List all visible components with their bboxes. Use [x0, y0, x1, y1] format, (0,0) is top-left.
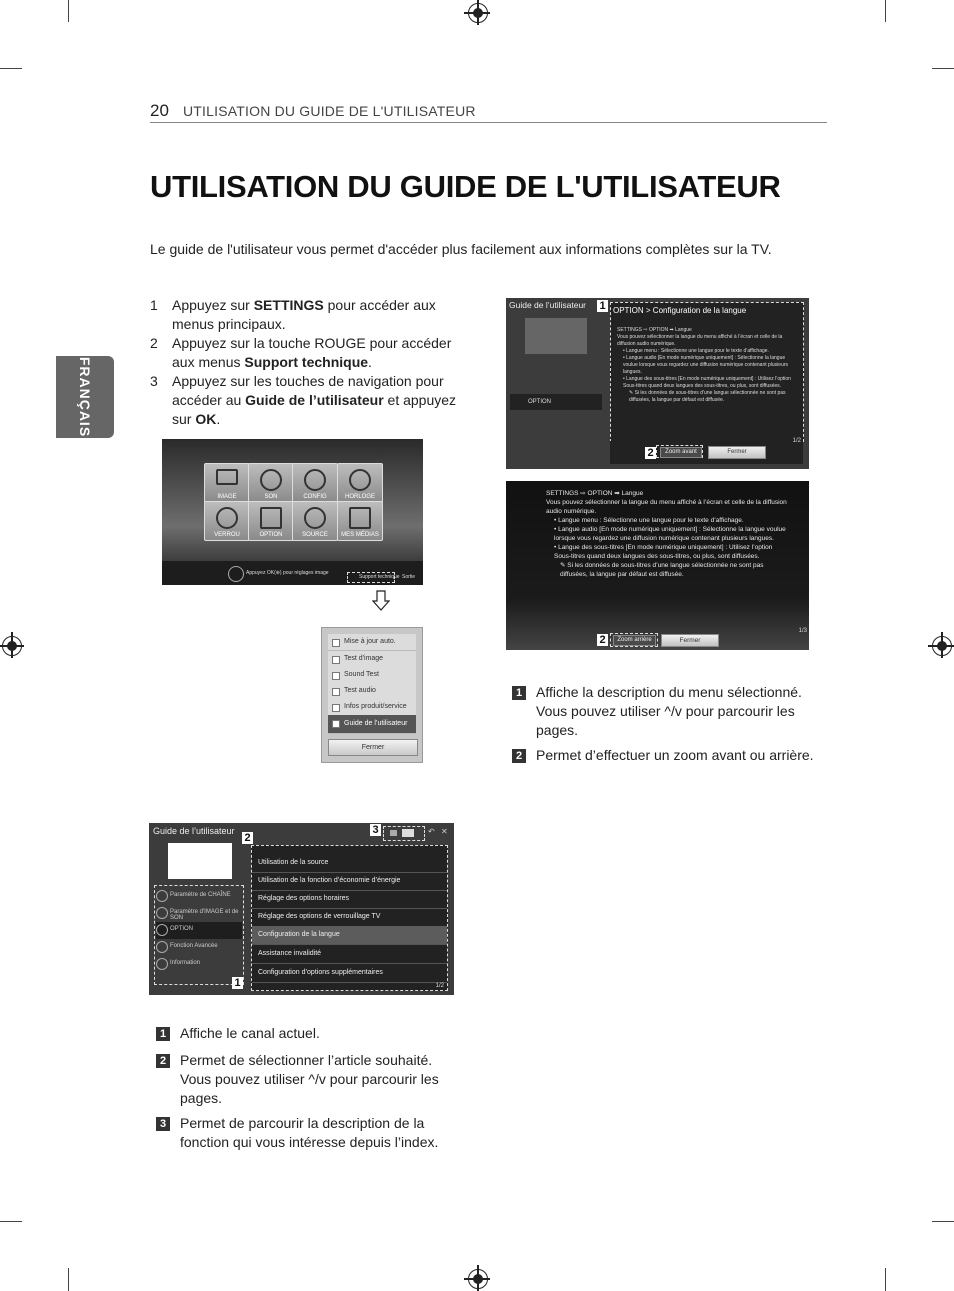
- tile-label: IMAGE: [217, 494, 237, 500]
- note-text: Permet de parcourir la description de la fonction qui vous intéresse depuis l’index.: [180, 1115, 439, 1150]
- satellite-icon: [304, 469, 326, 491]
- speaker-icon: [260, 469, 282, 491]
- crop-mark: [885, 1268, 886, 1291]
- checkbox-icon: [332, 656, 340, 664]
- exit-label[interactable]: Sortie: [402, 574, 416, 580]
- list-item-selected[interactable]: [252, 926, 447, 945]
- crop-mark: [0, 68, 22, 69]
- close-icon[interactable]: ✕: [441, 827, 448, 836]
- list-item[interactable]: [252, 908, 447, 927]
- zoom-note-2: [512, 746, 827, 766]
- note-2: [156, 1051, 466, 1111]
- channel-icon: [156, 890, 168, 902]
- support-technique-label[interactable]: Support technique: [359, 574, 400, 580]
- note-text: Affiche la description du menu sélectionné. Vous pouvez utiliser ^/v pour parcourir les pages.: [536, 684, 802, 738]
- step-1: [150, 296, 470, 336]
- header-rule: [150, 122, 827, 123]
- list-item-label: Configuration d’options supplémentaires: [258, 969, 383, 976]
- step-text: Appuyez sur: [172, 297, 254, 313]
- index-icon[interactable]: [390, 830, 397, 836]
- crop-mark: [68, 0, 69, 22]
- support-menu-item-label: Guide de l’utilisateur: [344, 720, 408, 727]
- callout-badge: 2: [512, 749, 526, 763]
- callout-2: 2: [645, 447, 656, 459]
- description-panel: [610, 302, 804, 442]
- tile-label: OPTION: [259, 532, 283, 538]
- list-item[interactable]: [252, 945, 447, 964]
- note-1: [156, 1024, 466, 1044]
- side-item-selected[interactable]: [510, 394, 602, 410]
- step-text: .: [216, 411, 221, 427]
- step-text: pour accéder aux menus principaux.: [172, 297, 436, 332]
- intro-text: Le guide de l'utilisateur vous permet d'accéder plus facilement aux informations complètes sur la TV.: [150, 241, 772, 257]
- list-item[interactable]: [252, 872, 447, 891]
- media-icon: [349, 507, 371, 529]
- close-button[interactable]: Fermer: [328, 739, 418, 756]
- bullet-item: ✎ Si les données de sous-titres d’une langue sélectionnée ne sont pas diffusées, la langue par défaut est diffusée.: [629, 390, 786, 403]
- list-item[interactable]: [252, 890, 447, 909]
- description-text: [617, 327, 797, 404]
- support-menu: [321, 627, 423, 763]
- tile-label: MES MÉDIAS: [341, 532, 379, 538]
- book-icon: [332, 720, 340, 728]
- page-indicator: 1/3: [798, 628, 807, 634]
- list-item-label: Configuration de la langue: [258, 931, 340, 938]
- support-menu-item[interactable]: [328, 699, 416, 716]
- guide-index-screenshot: [149, 823, 454, 995]
- bullet-item: • Langue menu : Sélectionne une langue pour le texte d’affichage.: [623, 348, 769, 354]
- side-item-label: OPTION: [528, 399, 552, 405]
- menu-tile-son[interactable]: [248, 463, 294, 503]
- registration-mark-icon: [468, 1269, 488, 1289]
- close-button[interactable]: Fermer: [661, 634, 719, 647]
- checkbox-icon: [332, 672, 340, 680]
- tv-menu-hint: Appuyez OK(⊛) pour réglages image: [246, 570, 329, 576]
- callout-1: 1: [232, 977, 243, 989]
- crop-mark: [885, 0, 886, 22]
- list-item-label: Utilisation de la source: [258, 859, 329, 866]
- language-tab-label: FRANÇAIS: [77, 356, 93, 438]
- callout-1: 1: [597, 300, 608, 312]
- bullet-item: • Langue menu : Sélectionne une langue pour le texte d’affichage.: [554, 517, 744, 524]
- note-text: Affiche le canal actuel.: [180, 1025, 320, 1041]
- support-menu-item-label: Sound Test: [344, 671, 379, 678]
- bullet-item: • Langue audio [En mode numérique uniquement] : Sélectionne la langue voulue lorsque vous regardez une diffusion numérique contenant plusieurs langues.: [554, 526, 786, 542]
- tile-label: CONFIG: [303, 494, 327, 500]
- step-3: [150, 372, 470, 432]
- callout-badge: 1: [512, 686, 526, 700]
- detail-footer: [610, 438, 803, 464]
- list-item[interactable]: [252, 964, 447, 983]
- page-title: UTILISATION DU GUIDE DE L'UTILISATEUR: [150, 169, 781, 204]
- menu-tile-source[interactable]: [292, 501, 338, 541]
- guide-zoomed-screenshot: [506, 481, 809, 650]
- callout-2: 2: [597, 634, 608, 646]
- support-menu-item[interactable]: [328, 667, 416, 684]
- info-icon: [156, 958, 168, 970]
- support-menu-item-selected[interactable]: [328, 715, 416, 734]
- toolbox-icon: [260, 507, 282, 529]
- side-item-label: OPTION: [170, 926, 194, 932]
- step-keyword: Support technique: [244, 354, 369, 370]
- step-number: 2: [150, 335, 158, 351]
- guide-title: Guide de l’utilisateur: [153, 826, 235, 836]
- step-keyword: Guide de l’utilisateur: [245, 392, 384, 408]
- description-paragraph: Vous pouvez sélectionner la langue du menu affiché à l’écran et celle de la diffusion audio numérique.: [617, 334, 783, 347]
- crop-mark: [0, 1221, 22, 1222]
- tv-menu-footer: [162, 561, 423, 585]
- tv-icon: [216, 469, 238, 485]
- step-number: 1: [150, 297, 158, 313]
- menu-tile-image[interactable]: [204, 463, 250, 503]
- settings-path: SETTINGS ⇨ OPTION ➡ Langue: [617, 327, 692, 333]
- picture-sound-icon: [156, 907, 168, 919]
- step-keyword: SETTINGS: [253, 297, 324, 313]
- side-item[interactable]: [156, 956, 242, 973]
- current-channel-preview: [525, 318, 587, 354]
- support-menu-item[interactable]: [328, 634, 416, 651]
- menu-tile-option[interactable]: [248, 501, 294, 541]
- tile-label: HORLOGE: [344, 494, 375, 500]
- list-item-label: Réglage des options horaires: [258, 895, 350, 902]
- step-2: [150, 334, 470, 374]
- description-paragraph: Vous pouvez sélectionner la langue du menu affiché à l’écran et celle de la diffusion audio numérique.: [546, 499, 787, 515]
- settings-path: SETTINGS ⇨ OPTION ➡ Langue: [546, 490, 644, 497]
- ok-button-icon: [228, 566, 244, 582]
- list-item-label: Assistance invalidité: [258, 950, 322, 957]
- browse-controls: [383, 826, 425, 841]
- callout-badge: 3: [156, 1117, 170, 1131]
- index-side-panel: [154, 885, 244, 985]
- side-item-selected[interactable]: [156, 922, 242, 939]
- note-text: Permet de sélectionner l’article souhaité. Vous pouvez utiliser ^/v pour parcourir les pages.: [180, 1052, 439, 1106]
- checkbox-icon: [332, 639, 340, 647]
- registration-mark-icon: [2, 636, 22, 656]
- menu-tile-verrou[interactable]: [204, 501, 250, 541]
- side-item[interactable]: [156, 939, 242, 956]
- side-item-label: Paramètre de CHAÎNE: [170, 892, 231, 898]
- close-button[interactable]: Fermer: [708, 446, 766, 459]
- callout-badge: 2: [156, 1054, 170, 1068]
- page-number: 20: [150, 101, 169, 120]
- support-menu-item-label: Test d'image: [344, 655, 384, 662]
- advanced-icon: [156, 941, 168, 953]
- guide-detail-screenshot: [506, 298, 809, 469]
- side-item-label: Fonction Avancée: [170, 943, 218, 949]
- callout-badge: 1: [156, 1027, 170, 1041]
- menu-tile-config[interactable]: [292, 463, 338, 503]
- checkbox-icon: [332, 688, 340, 696]
- page-indicator: 1/2: [792, 438, 801, 444]
- back-icon[interactable]: ↶: [428, 827, 435, 836]
- lock-icon: [216, 507, 238, 529]
- tile-label: VERROU: [214, 532, 240, 538]
- checkbox-icon: [332, 704, 340, 712]
- side-item[interactable]: [156, 888, 242, 905]
- zoom-out-button[interactable]: Zoom arrière: [613, 635, 656, 646]
- side-item-label: Information: [170, 960, 201, 966]
- crop-mark: [68, 1268, 69, 1291]
- clock-icon: [349, 469, 371, 491]
- support-menu-item-label: Test audio: [344, 687, 376, 694]
- index-list-panel: [251, 845, 448, 991]
- callout-2: 2: [242, 832, 253, 844]
- side-item-label: Paramètre d'IMAGE et de SON: [170, 909, 239, 921]
- zoomed-description: [546, 489, 791, 579]
- list-item[interactable]: [252, 854, 447, 873]
- zoom-note-1: [512, 683, 827, 743]
- zoom-in-button[interactable]: Zoom avant: [660, 447, 702, 458]
- crop-mark: [932, 1221, 954, 1222]
- running-header: UTILISATION DU GUIDE DE L'UTILISATEUR: [183, 103, 476, 119]
- tile-label: SOURCE: [302, 532, 328, 538]
- note-3: [156, 1114, 466, 1154]
- folder-icon[interactable]: [402, 829, 414, 837]
- bullet-item: • Langue audio [En mode numérique uniquement] : Sélectionne la langue voulue lorsque vous regardez une diffusion numérique contenant plusieurs langues.: [623, 355, 789, 375]
- step-keyword: OK: [195, 411, 217, 427]
- callout-3: 3: [370, 824, 381, 836]
- support-menu-item-label: Infos produit/service: [344, 703, 407, 710]
- support-menu-item[interactable]: [328, 651, 416, 668]
- bullet-item: • Langue des sous-titres [En mode numérique uniquement] : Utilisez l’option Sous-titres quand deux langues des sous-titres, ou plus, sont diffusées.: [623, 376, 791, 389]
- guide-title: Guide de l’utilisateur: [509, 300, 587, 310]
- step-text: et appuyez sur: [172, 392, 457, 427]
- step-text: Appuyez sur les touches de navigation pour accéder au: [172, 373, 444, 408]
- down-arrow-icon: [372, 590, 390, 612]
- bullet-item: ✎ Si les données de sous-titres d’une langue sélectionnée ne sont pas diffusées, la langue par défaut est diffusée.: [560, 562, 764, 578]
- step-text: .: [368, 354, 372, 370]
- step-text: Appuyez sur la touche ROUGE pour accéder aux menus: [172, 335, 452, 370]
- breadcrumb: OPTION > Configuration de la langue: [613, 306, 747, 315]
- registration-mark-icon: [932, 636, 952, 656]
- current-channel-preview: [168, 843, 232, 879]
- support-menu-item[interactable]: [328, 683, 416, 700]
- tv-main-menu-screenshot: [162, 439, 423, 585]
- support-menu-item-label: Mise à jour auto.: [344, 638, 396, 645]
- note-text: Permet d’effectuer un zoom avant ou arrière.: [536, 747, 814, 763]
- gear-icon: [156, 924, 168, 936]
- list-item-label: Réglage des options de verrouillage TV: [258, 913, 381, 920]
- page-indicator: 1/2: [435, 983, 444, 989]
- tile-label: SON: [264, 494, 278, 500]
- language-tab: [56, 356, 114, 438]
- bullet-item: • Langue des sous-titres [En mode numérique uniquement] : Utilisez l’option Sous-titres quand deux langues des sous-titres, ou plus, sont diffusées.: [554, 544, 773, 560]
- cable-icon: [304, 507, 326, 529]
- step-number: 3: [150, 373, 158, 389]
- side-item[interactable]: [156, 905, 242, 922]
- menu-tile-mes-medias[interactable]: [337, 501, 383, 541]
- registration-mark-icon: [468, 3, 488, 23]
- menu-tile-horloge[interactable]: [337, 463, 383, 503]
- list-item-label: Utilisation de la fonction d’économie d’énergie: [258, 877, 401, 884]
- crop-mark: [932, 68, 954, 69]
